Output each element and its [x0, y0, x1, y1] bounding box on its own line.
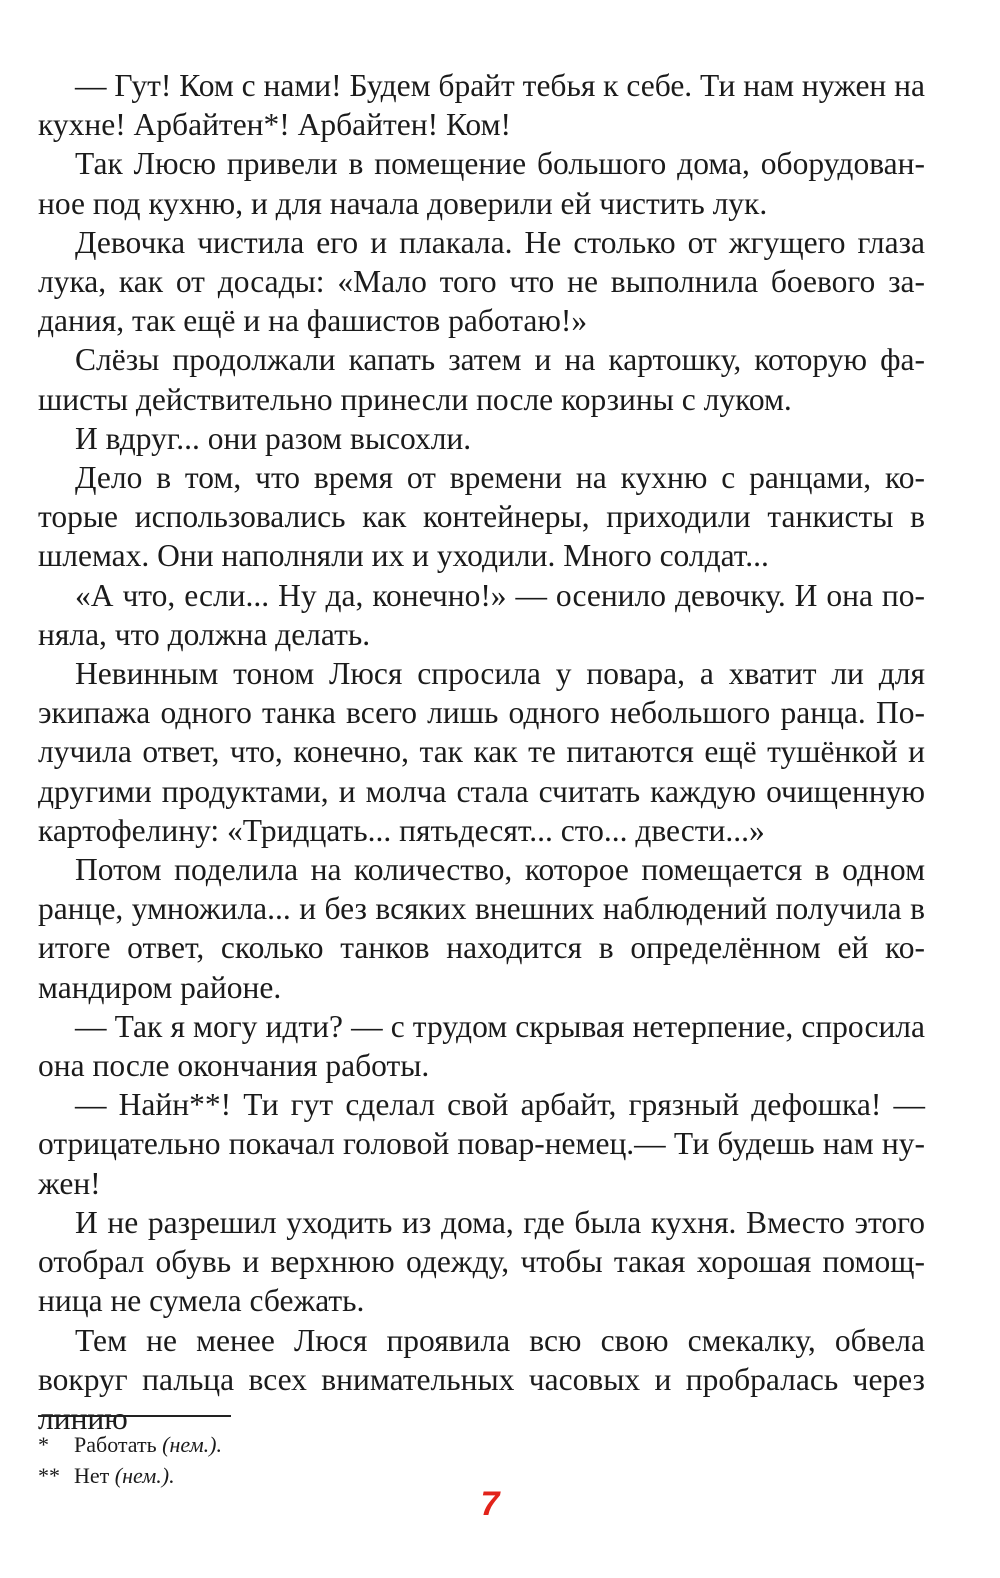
paragraph: — Так я могу идти? — с трудом скрывая нетерпение, спросила она после окончания работы.	[38, 1008, 925, 1084]
paragraph: Тем не менее Люся проявила всю свою смекалку, обвела вокруг пальца всех внимательных часовых и пробралась через линию	[38, 1322, 925, 1436]
footnote-divider	[38, 1415, 231, 1417]
paragraph: И не разрешил уходить из дома, где была кухня. Вместо этого отобрал обувь и верхнюю одежду, чтобы такая хорошая помощница не сумела сбежать.	[38, 1204, 925, 1319]
footnote-language-note: (нем.).	[162, 1432, 222, 1457]
footnote-text: Нет	[74, 1463, 110, 1488]
paragraph: Дело в том, что время от времени на кухню с ранцами, которые использовались как контейнеры, приходили танкисты в шлемах. Они наполняли их и уходили. Много солдат...	[38, 460, 925, 574]
footnote-mark: *	[38, 1432, 49, 1457]
footnote-text: Работать	[74, 1432, 157, 1457]
book-page-body	[38, 66, 925, 1438]
footnotes	[38, 1415, 925, 1491]
paragraph: Так Люсю привели в помещение большого дома, оборудованное под кухню, и для начала доверили ей чистить лук.	[38, 146, 925, 221]
paragraph: Слёзы продолжали капать затем и на картошку, которую фашисты действительно принесли после корзины с луком.	[38, 342, 925, 417]
paragraph: И вдруг... они разом высохли.	[75, 420, 472, 456]
paragraph: — Гут! Ком с нами! Будем брайт тебья к себе. Ти нам нужен на кухне! Арбайтен*! Арбайтен! Ком!	[38, 68, 925, 143]
paragraph: «А что, если... Ну да, конечно!» — осенило девочку. И она поняла, что должна делать.	[38, 577, 925, 652]
page-number: 7	[480, 1485, 500, 1523]
paragraph: — Найн**! Ти гут сделал свой арбайт, грязный дефошка! — отрицательно покачал головой повар-немец.— Ти будешь нам нужен!	[38, 1087, 925, 1201]
footnote-mark: **	[38, 1463, 60, 1488]
paragraph: Невинным тоном Люся спросила у повара, а хватит ли для экипажа одного танка всего лишь одного небольшого ранца. Получила ответ, что, конечно, так как те питаются ещё тушёнкой и другими продуктами, и молча стала считать каждую очищенную картофелину: «Тридцать... пятьдесят... сто... двести...»	[38, 656, 925, 848]
footnote	[38, 1429, 925, 1460]
paragraph: Потом поделила на количество, которое помещается в одном ранце, умножила... и без всяких внешних наблюдений получила в итоге ответ, сколько танков находится в определённом ей командиром районе.	[38, 852, 925, 1005]
paragraph: Девочка чистила его и плакала. Не столько от жгущего глаза лука, как от досады: «Мало того что не выполнила боевого задания, так ещё и на фашистов работаю!»	[38, 224, 925, 339]
footnote-language-note: (нем.).	[114, 1463, 175, 1488]
